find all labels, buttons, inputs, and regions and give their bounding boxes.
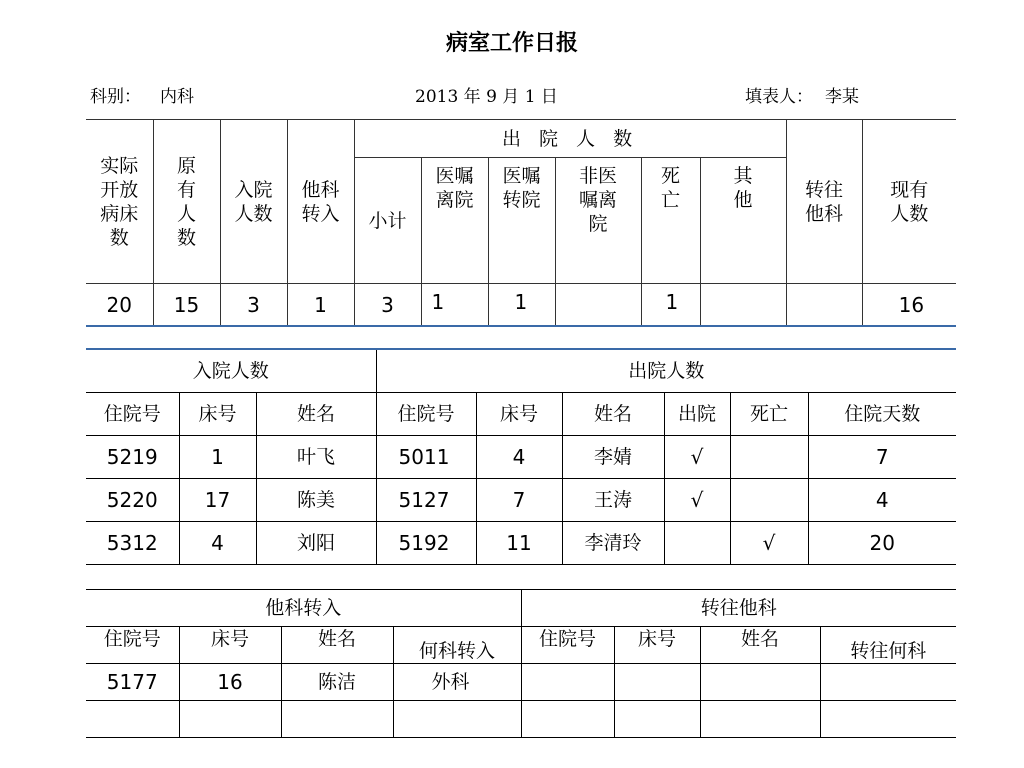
- column-header: 床号: [179, 627, 281, 664]
- cell: [86, 701, 179, 738]
- cell: [664, 522, 730, 565]
- column-header: 姓名: [281, 627, 393, 664]
- cell: √: [730, 522, 808, 565]
- header-discharged-group: 出 院 人 数: [354, 120, 786, 158]
- cell: 20: [808, 522, 956, 565]
- column-header: 住院号: [521, 627, 614, 664]
- cell: [700, 664, 820, 701]
- cell: 4: [179, 522, 256, 565]
- column-header: 住院号: [86, 393, 179, 436]
- column-header: 住院号: [376, 393, 476, 436]
- cell: 5219: [86, 436, 179, 479]
- value-death: 1: [641, 284, 700, 326]
- cell: [614, 664, 700, 701]
- filler-value: 李某: [825, 87, 859, 107]
- cell: 7: [476, 479, 562, 522]
- value-other: [700, 284, 786, 326]
- header-subtotal: 小计: [354, 158, 421, 284]
- cell: [820, 664, 956, 701]
- cell: √: [664, 479, 730, 522]
- value-non-doctor-discharge: [555, 284, 641, 326]
- discharge-section-title: 出院人数: [376, 350, 956, 393]
- cell: 王涛: [562, 479, 664, 522]
- divider-line: [86, 325, 956, 327]
- department-label: 科别：: [90, 87, 141, 107]
- column-header: 床号: [476, 393, 562, 436]
- cell: 5192: [376, 522, 476, 565]
- header-original: 原有人数: [153, 120, 220, 284]
- cell: 5011: [376, 436, 476, 479]
- cell: [730, 479, 808, 522]
- value-current: 16: [862, 284, 956, 326]
- column-header: 出院: [664, 393, 730, 436]
- cell: 外科: [393, 664, 521, 701]
- column-header: 床号: [614, 627, 700, 664]
- column-header: 转往何科: [820, 627, 956, 664]
- cell: 4: [476, 436, 562, 479]
- value-original: 15: [153, 284, 220, 326]
- cell: √: [664, 436, 730, 479]
- header-doctor-transfer: 医嘱转院: [488, 158, 555, 284]
- transfer-out-title: 转往他科: [521, 590, 956, 627]
- department-value: 内科: [160, 87, 194, 107]
- column-header: 死亡: [730, 393, 808, 436]
- cell: 5177: [86, 664, 179, 701]
- header-doctor-discharge: 医嘱离院: [421, 158, 488, 284]
- header-transfer-in: 他科转入: [287, 120, 354, 284]
- filler-label: 填表人：: [745, 87, 813, 107]
- admission-section-title: 入院人数: [86, 350, 376, 393]
- cell: 李婧: [562, 436, 664, 479]
- transfer-table: [86, 589, 956, 738]
- cell: [700, 701, 820, 738]
- header-current: 现有人数: [862, 120, 956, 284]
- column-header: 床号: [179, 393, 256, 436]
- cell: [281, 701, 393, 738]
- cell: [179, 701, 281, 738]
- cell: 4: [808, 479, 956, 522]
- cell: 李清玲: [562, 522, 664, 565]
- transfer-in-title: 他科转入: [86, 590, 521, 627]
- header-non-doctor-discharge: 非医嘱离院: [555, 158, 641, 284]
- table-row: [86, 522, 956, 565]
- cell: 5220: [86, 479, 179, 522]
- value-doctor-transfer: 1: [488, 284, 555, 326]
- value-doctor-discharge: 1: [421, 284, 488, 326]
- cell: 陈洁: [281, 664, 393, 701]
- header-admitted: 入院人数: [220, 120, 287, 284]
- cell: [393, 701, 521, 738]
- column-header: 姓名: [256, 393, 376, 436]
- summary-table: [86, 119, 956, 326]
- cell: 7: [808, 436, 956, 479]
- cell: 5312: [86, 522, 179, 565]
- value-subtotal: 3: [354, 284, 421, 326]
- header-transfer-out: 转往他科: [786, 120, 862, 284]
- cell: [614, 701, 700, 738]
- column-header: 何科转入: [393, 627, 521, 664]
- cell: [521, 664, 614, 701]
- page-title: 病室工作日报: [445, 31, 578, 56]
- value-transfer-in: 1: [287, 284, 354, 326]
- cell: 1: [179, 436, 256, 479]
- cell: [730, 436, 808, 479]
- header-beds: 实际开放病床数: [86, 120, 153, 284]
- cell: 陈美: [256, 479, 376, 522]
- value-transfer-out: [786, 284, 862, 326]
- cell: 叶飞: [256, 436, 376, 479]
- value-beds: 20: [86, 284, 153, 326]
- header-other: 其他: [700, 158, 786, 284]
- table-row: [86, 436, 956, 479]
- cell: 17: [179, 479, 256, 522]
- column-header: 姓名: [700, 627, 820, 664]
- table-row: [86, 701, 956, 738]
- table-row: [86, 664, 956, 701]
- admission-discharge-table: [86, 350, 956, 565]
- column-header: 姓名: [562, 393, 664, 436]
- header-death: 死亡: [641, 158, 700, 284]
- cell: [820, 701, 956, 738]
- cell: 刘阳: [256, 522, 376, 565]
- table-row: [86, 479, 956, 522]
- column-header: 住院天数: [808, 393, 956, 436]
- cell: 16: [179, 664, 281, 701]
- cell: [521, 701, 614, 738]
- column-header: 住院号: [86, 627, 179, 664]
- cell: 11: [476, 522, 562, 565]
- value-admitted: 3: [220, 284, 287, 326]
- cell: 5127: [376, 479, 476, 522]
- report-date: 2013 年 9 月 1 日: [415, 87, 558, 107]
